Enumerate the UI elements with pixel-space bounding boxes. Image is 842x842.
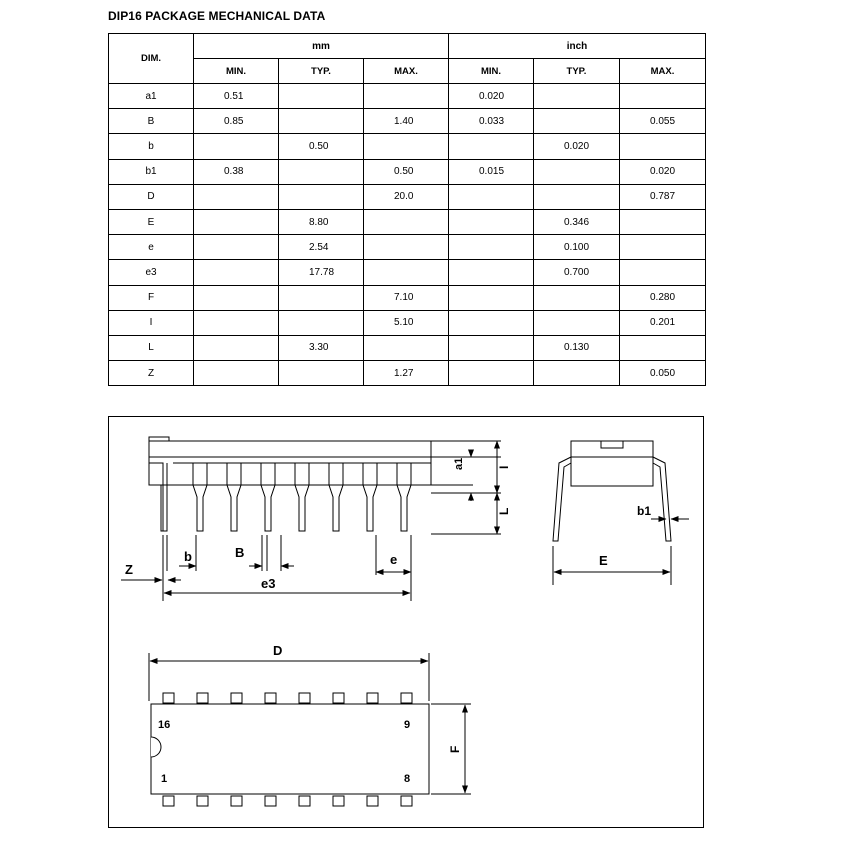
- value-cell: 0.050: [620, 361, 706, 386]
- pin: [197, 693, 208, 703]
- value-cell: 0.055: [620, 109, 706, 134]
- value-cell: [279, 361, 364, 386]
- value-cell: [449, 235, 534, 260]
- i-label: I: [497, 465, 511, 469]
- value-cell: [279, 310, 364, 335]
- value-cell: [620, 235, 706, 260]
- z-label: Z: [125, 562, 133, 577]
- value-cell: [364, 134, 449, 159]
- page-title: DIP16 PACKAGE MECHANICAL DATA: [108, 9, 326, 23]
- column-header: MIN.: [194, 59, 279, 84]
- value-cell: [364, 235, 449, 260]
- value-cell: [194, 184, 279, 209]
- value-cell: [194, 361, 279, 386]
- a1-label: a1: [453, 457, 465, 470]
- table-row: [109, 134, 706, 159]
- value-cell: [449, 260, 534, 285]
- value-cell: 0.700: [534, 260, 620, 285]
- table-row: [109, 310, 706, 335]
- pin: [401, 796, 412, 806]
- dim-cell: B: [109, 109, 194, 134]
- value-cell: [279, 84, 364, 109]
- value-cell: [194, 209, 279, 234]
- dim-cell: b1: [109, 159, 194, 184]
- dim-cell: F: [109, 285, 194, 310]
- value-cell: 0.51: [194, 84, 279, 109]
- dim-cell: D: [109, 184, 194, 209]
- pin: [265, 796, 276, 806]
- pin: [231, 693, 242, 703]
- inch-header: inch: [449, 34, 706, 59]
- value-cell: [534, 361, 620, 386]
- pin: [367, 693, 378, 703]
- dim-cell: b: [109, 134, 194, 159]
- value-cell: [449, 134, 534, 159]
- dim-cell: L: [109, 335, 194, 360]
- pin: [333, 693, 344, 703]
- f-label: F: [448, 745, 462, 753]
- pin1-label: 1: [161, 773, 168, 785]
- lead: [227, 463, 241, 531]
- value-cell: 0.50: [364, 159, 449, 184]
- value-cell: [620, 84, 706, 109]
- value-cell: 5.10: [364, 310, 449, 335]
- pin: [367, 796, 378, 806]
- column-header: TYP.: [279, 59, 364, 84]
- pin16-label: 16: [158, 719, 171, 731]
- pin: [197, 796, 208, 806]
- table-row: [109, 84, 706, 109]
- value-cell: 0.50: [279, 134, 364, 159]
- value-cell: 0.020: [449, 84, 534, 109]
- value-cell: [194, 285, 279, 310]
- value-cell: [534, 285, 620, 310]
- top-view: [151, 704, 429, 794]
- pin: [299, 796, 310, 806]
- table-row: [109, 109, 706, 134]
- value-cell: 1.40: [364, 109, 449, 134]
- pin: [163, 796, 174, 806]
- value-cell: [279, 109, 364, 134]
- value-cell: 0.100: [534, 235, 620, 260]
- value-cell: [279, 285, 364, 310]
- lead: [329, 463, 343, 531]
- dim-cell: E: [109, 209, 194, 234]
- dim-cell: Z: [109, 361, 194, 386]
- value-cell: [194, 335, 279, 360]
- value-cell: [279, 159, 364, 184]
- value-cell: 0.201: [620, 310, 706, 335]
- lead: [397, 463, 411, 531]
- table-row: [109, 335, 706, 360]
- value-cell: [534, 184, 620, 209]
- value-cell: [364, 260, 449, 285]
- mechanical-data-table: [108, 33, 706, 386]
- b-width-label: B: [235, 545, 245, 560]
- lead: [295, 463, 309, 531]
- top-view-pins: [163, 693, 412, 806]
- e3-label: e3: [261, 576, 276, 591]
- column-header: TYP.: [534, 59, 620, 84]
- side-view: [149, 437, 431, 531]
- pin: [231, 796, 242, 806]
- table-row: [109, 209, 706, 234]
- value-cell: [449, 361, 534, 386]
- value-cell: [620, 260, 706, 285]
- b1-label: b1: [637, 504, 652, 518]
- column-header: MAX.: [364, 59, 449, 84]
- mm-header: mm: [194, 34, 449, 59]
- pin: [163, 693, 174, 703]
- value-cell: [279, 184, 364, 209]
- value-cell: [194, 260, 279, 285]
- table-row: [109, 235, 706, 260]
- value-cell: [364, 209, 449, 234]
- side-leads: [193, 463, 411, 531]
- value-cell: 20.0: [364, 184, 449, 209]
- value-cell: [194, 134, 279, 159]
- value-cell: 3.30: [279, 335, 364, 360]
- table-row: [109, 361, 706, 386]
- table-row: [109, 260, 706, 285]
- pin: [299, 693, 310, 703]
- e-width-label: E: [599, 553, 608, 568]
- value-cell: 0.38: [194, 159, 279, 184]
- d-label: D: [273, 643, 283, 658]
- value-cell: 0.787: [620, 184, 706, 209]
- value-cell: 0.020: [534, 134, 620, 159]
- value-cell: [620, 335, 706, 360]
- value-cell: [534, 109, 620, 134]
- value-cell: 17.78: [279, 260, 364, 285]
- value-cell: [449, 184, 534, 209]
- package-drawing-frame: [108, 416, 704, 828]
- value-cell: 0.020: [620, 159, 706, 184]
- b-label: b: [184, 549, 192, 564]
- lead: [363, 463, 377, 531]
- column-header: MAX.: [620, 59, 706, 84]
- value-cell: 7.10: [364, 285, 449, 310]
- dim-cell: e3: [109, 260, 194, 285]
- table-body: [109, 84, 706, 386]
- value-cell: [534, 310, 620, 335]
- value-cell: [364, 84, 449, 109]
- value-cell: 0.130: [534, 335, 620, 360]
- pin: [265, 693, 276, 703]
- value-cell: [534, 159, 620, 184]
- pin: [333, 796, 344, 806]
- pin8-label: 8: [404, 773, 411, 785]
- value-cell: [620, 134, 706, 159]
- package-drawing: [109, 417, 705, 829]
- dim-cell: e: [109, 235, 194, 260]
- end-view: [553, 441, 671, 541]
- table-row: [109, 285, 706, 310]
- value-cell: [194, 310, 279, 335]
- value-cell: [620, 209, 706, 234]
- value-cell: [449, 310, 534, 335]
- value-cell: 8.80: [279, 209, 364, 234]
- value-cell: 1.27: [364, 361, 449, 386]
- dim-cell: a1: [109, 84, 194, 109]
- value-cell: [534, 84, 620, 109]
- value-cell: 2.54: [279, 235, 364, 260]
- dim-header: DIM.: [109, 34, 194, 84]
- value-cell: [449, 335, 534, 360]
- value-cell: [449, 285, 534, 310]
- value-cell: [364, 335, 449, 360]
- l-label: L: [497, 507, 511, 515]
- lead: [261, 463, 275, 531]
- column-header: MIN.: [449, 59, 534, 84]
- value-cell: 0.346: [534, 209, 620, 234]
- value-cell: 0.015: [449, 159, 534, 184]
- value-cell: [449, 209, 534, 234]
- value-cell: 0.85: [194, 109, 279, 134]
- value-cell: 0.280: [620, 285, 706, 310]
- table-row: [109, 159, 706, 184]
- lead: [193, 463, 207, 531]
- value-cell: 0.033: [449, 109, 534, 134]
- pin: [401, 693, 412, 703]
- e-label: e: [390, 552, 398, 567]
- table-row: [109, 184, 706, 209]
- pin9-label: 9: [404, 719, 411, 731]
- dim-cell: I: [109, 310, 194, 335]
- value-cell: [194, 235, 279, 260]
